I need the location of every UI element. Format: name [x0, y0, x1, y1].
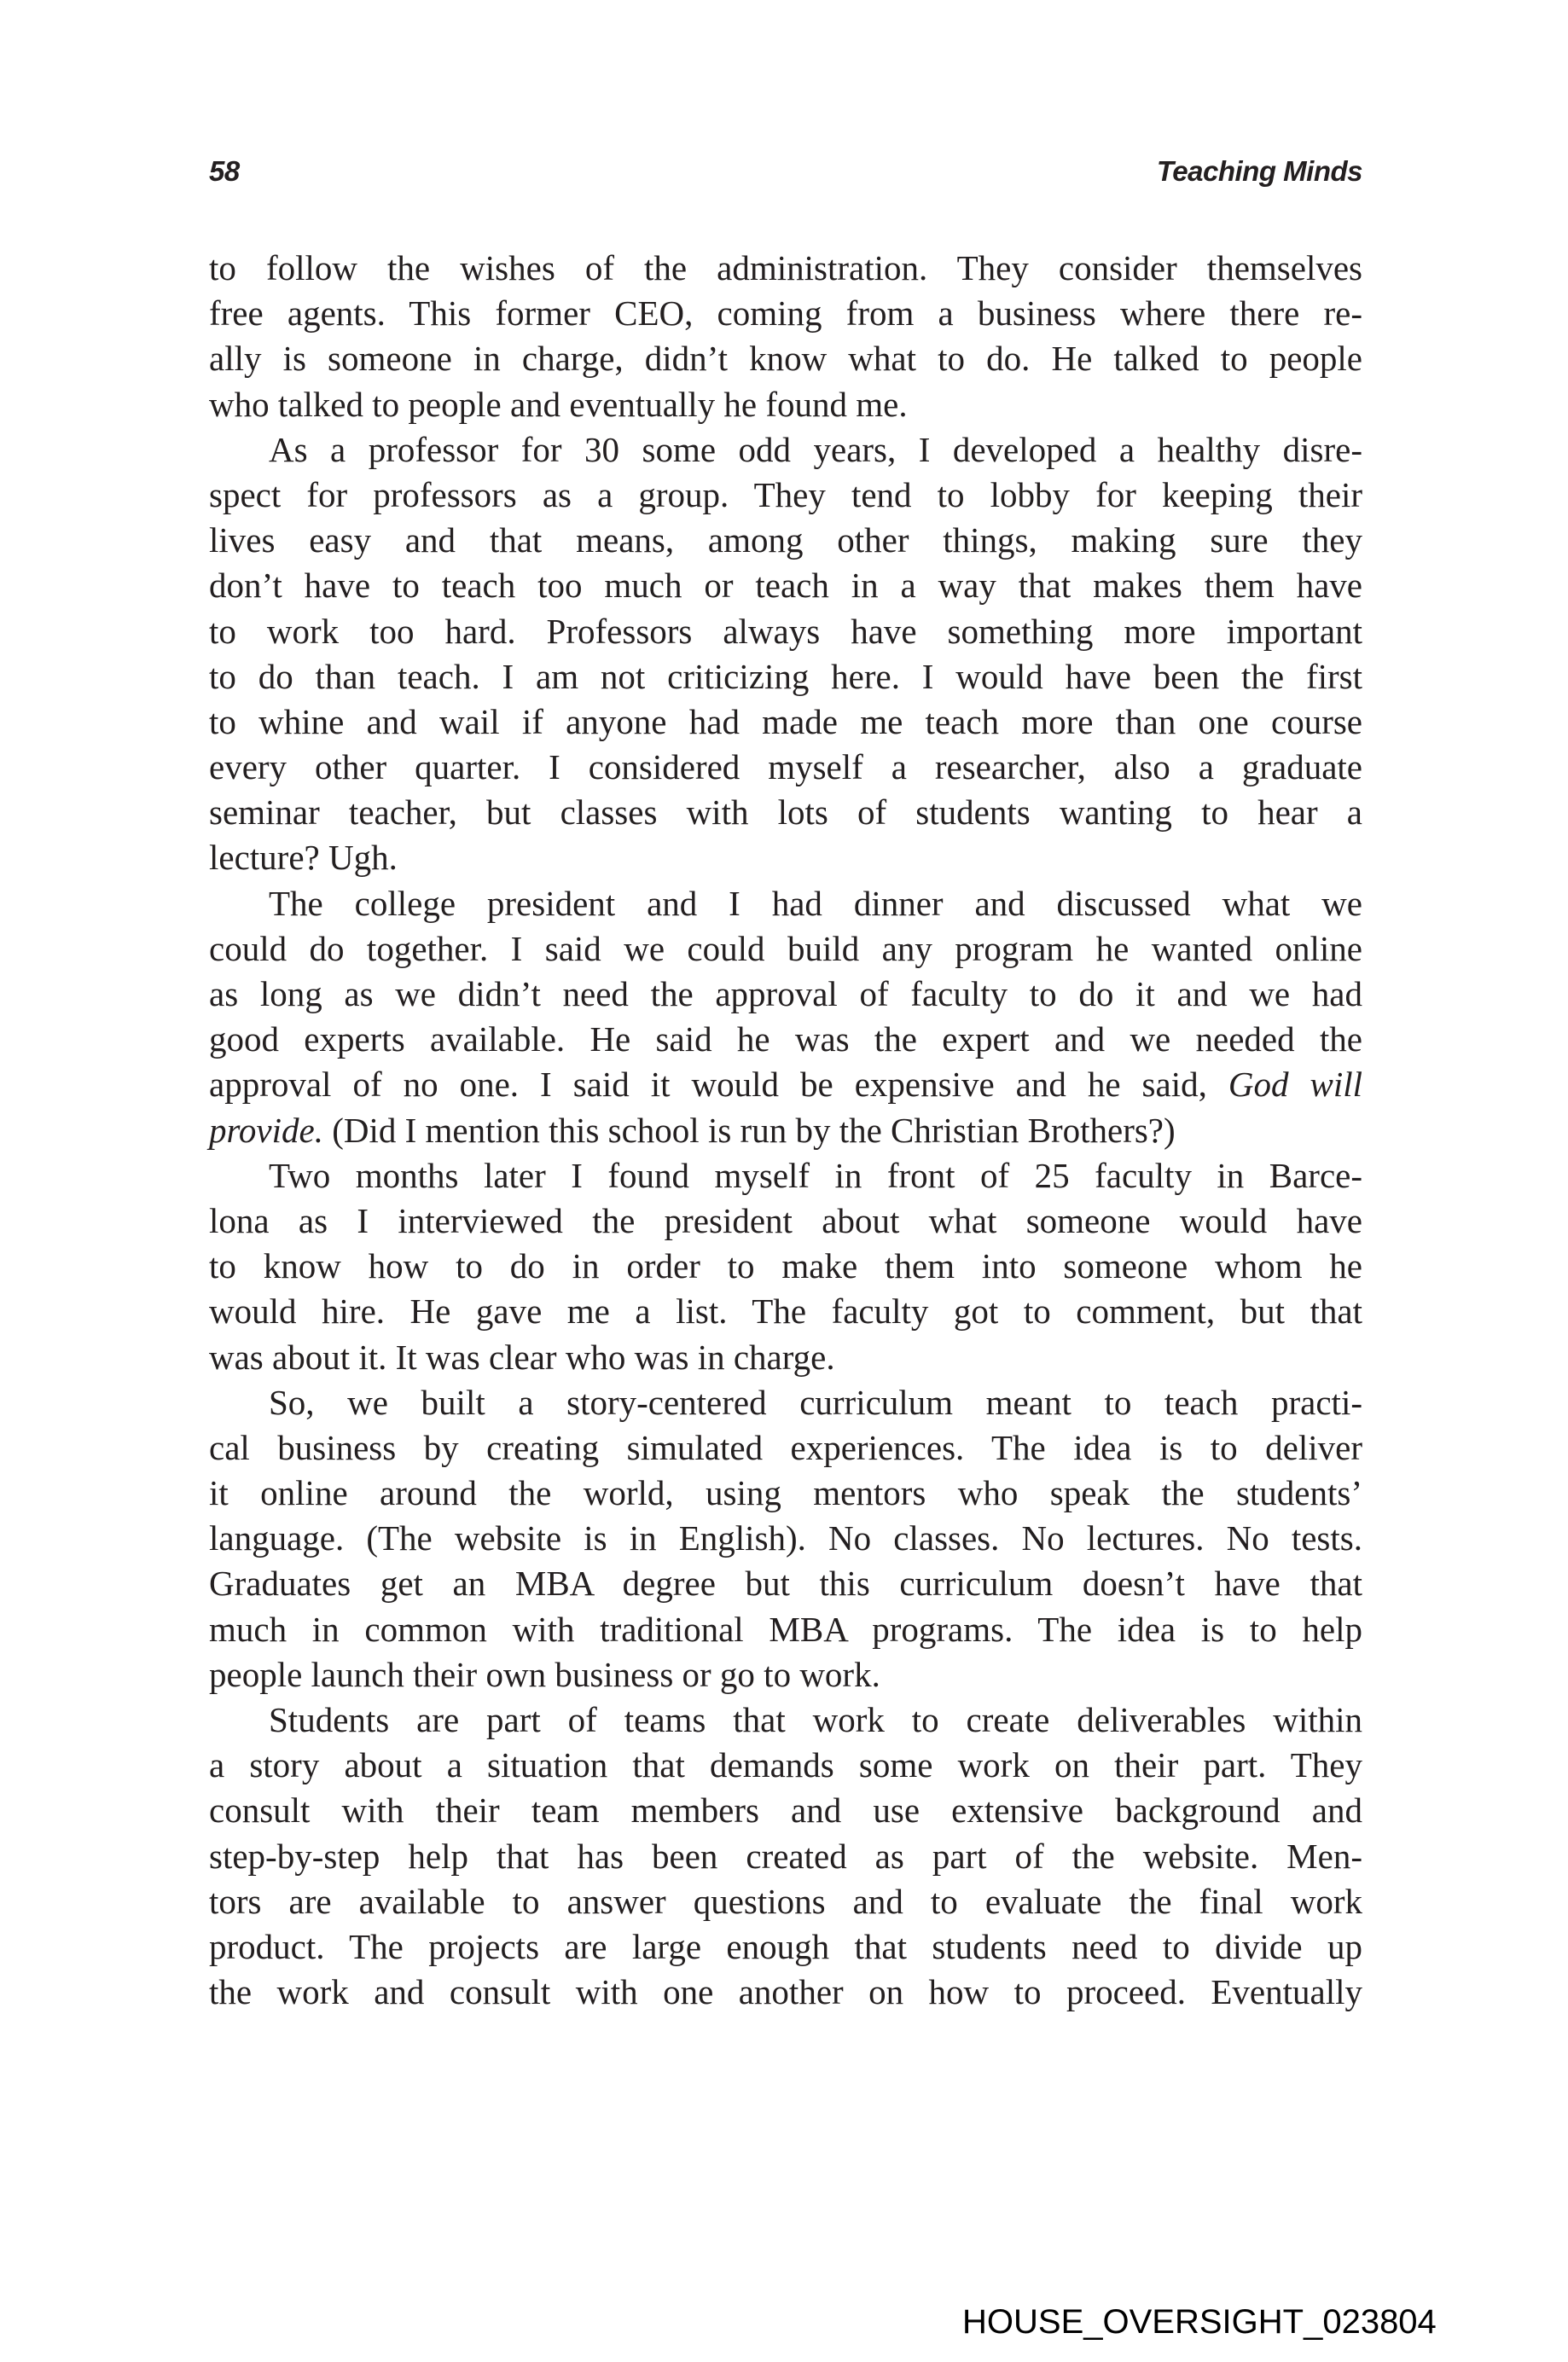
paragraph — [209, 1153, 1362, 1380]
text-line: product. The projects are large enough that students need to divide up — [209, 1926, 1362, 1966]
text-line: lona as I interviewed the president about what someone would have — [209, 1200, 1362, 1240]
text-line: to follow the wishes of the administration. They consider themselves — [209, 248, 1362, 287]
body-text — [209, 246, 1362, 2015]
text-line: consult with their team members and use extensive background and — [209, 1790, 1362, 1831]
text-line: as long as we didn’t need the approval of faculty to do it and we had — [209, 974, 1362, 1013]
text-line: who talked to people and eventually he found me. — [209, 384, 908, 424]
paragraph — [209, 246, 1362, 427]
text-line: seminar teacher, but classes with lots of students wanting to hear a — [209, 792, 1362, 833]
bates-number: HOUSE_OVERSIGHT_023804 — [962, 2303, 1437, 2341]
text-line: Graduates get an MBA degree but this curriculum doesn’t have that — [209, 1564, 1362, 1604]
text-line: don’t have to teach too much or teach in a way that makes them have — [209, 566, 1362, 606]
text-line: much in common with traditional MBA programs. The idea is to help — [209, 1609, 1362, 1649]
running-head — [209, 155, 1362, 198]
paragraph — [209, 427, 1362, 881]
text-line: cal business by creating simulated experiences. The idea is to deliver — [209, 1427, 1362, 1467]
italic-phrase: God will — [1228, 1065, 1362, 1105]
text-line: it online around the world, using mentors who speak the students’ — [209, 1473, 1362, 1513]
text-line: good experts available. He said he was the expert and we needed the — [209, 1019, 1362, 1059]
text-run: (Did I mention this school is run by the Christian Brothers?) — [322, 1110, 1176, 1150]
text-line: free agents. This former CEO, coming from a business where there re- — [209, 293, 1362, 334]
text-line: to do than teach. I am not criticizing here. I would have been the first — [209, 656, 1362, 696]
text-line: people launch their own business or go to work. — [209, 1654, 880, 1694]
text-line: lecture? Ugh. — [209, 838, 398, 878]
book-title: Teaching Minds — [1156, 155, 1362, 187]
text-line: would hire. He gave me a list. The faculty got to comment, but that — [209, 1291, 1362, 1332]
text-line: Students are part of teams that work to create deliverables within — [269, 1700, 1362, 1739]
text-line — [209, 1062, 1362, 1107]
paragraph — [209, 1380, 1362, 1698]
text-line: So, we built a story-centered curriculum meant to teach practi- — [269, 1382, 1362, 1422]
text-line: ally is someone in charge, didn’t know what to do. He talked to people — [209, 339, 1362, 379]
text-line: every other quarter. I considered myself a researcher, also a graduate — [209, 747, 1362, 787]
text-run: approval of no one. I said it would be expensive and he said, — [209, 1065, 1228, 1105]
text-line: lives easy and that means, among other things, making sure they — [209, 520, 1362, 560]
text-line: Two months later I found myself in front of 25 faculty in Barce- — [269, 1155, 1362, 1195]
text-line: spect for professors as a group. They tend to lobby for keeping their — [209, 474, 1362, 514]
text-line: the work and consult with one another on how to proceed. Eventually — [209, 1972, 1362, 2012]
page-number: 58 — [209, 155, 240, 187]
text-line: a story about a situation that demands some work on their part. They — [209, 1745, 1362, 1785]
text-line: was about it. It was clear who was in charge. — [209, 1337, 835, 1377]
text-line: As a professor for 30 some odd years, I developed a healthy disre- — [269, 429, 1362, 469]
text-line: to know how to do in order to make them into someone whom he — [209, 1246, 1362, 1286]
text-line: to work too hard. Professors always have something more important — [209, 611, 1362, 651]
text-line: The college president and I had dinner and discussed what we — [269, 883, 1362, 923]
text-line — [209, 1108, 1362, 1153]
paragraph — [209, 881, 1362, 1153]
italic-phrase: provide. — [209, 1110, 323, 1150]
paragraph — [209, 1698, 1362, 2015]
text-line: language. (The website is in English). No classes. No lectures. No tests. — [209, 1518, 1362, 1558]
text-line: tors are available to answer questions and to evaluate the final work — [209, 1881, 1362, 1921]
text-line: to whine and wail if anyone had made me teach more than one course — [209, 701, 1362, 741]
text-line: could do together. I said we could build any program he wanted online — [209, 928, 1362, 968]
text-line: step-by-step help that has been created as part of the website. Men- — [209, 1836, 1362, 1876]
